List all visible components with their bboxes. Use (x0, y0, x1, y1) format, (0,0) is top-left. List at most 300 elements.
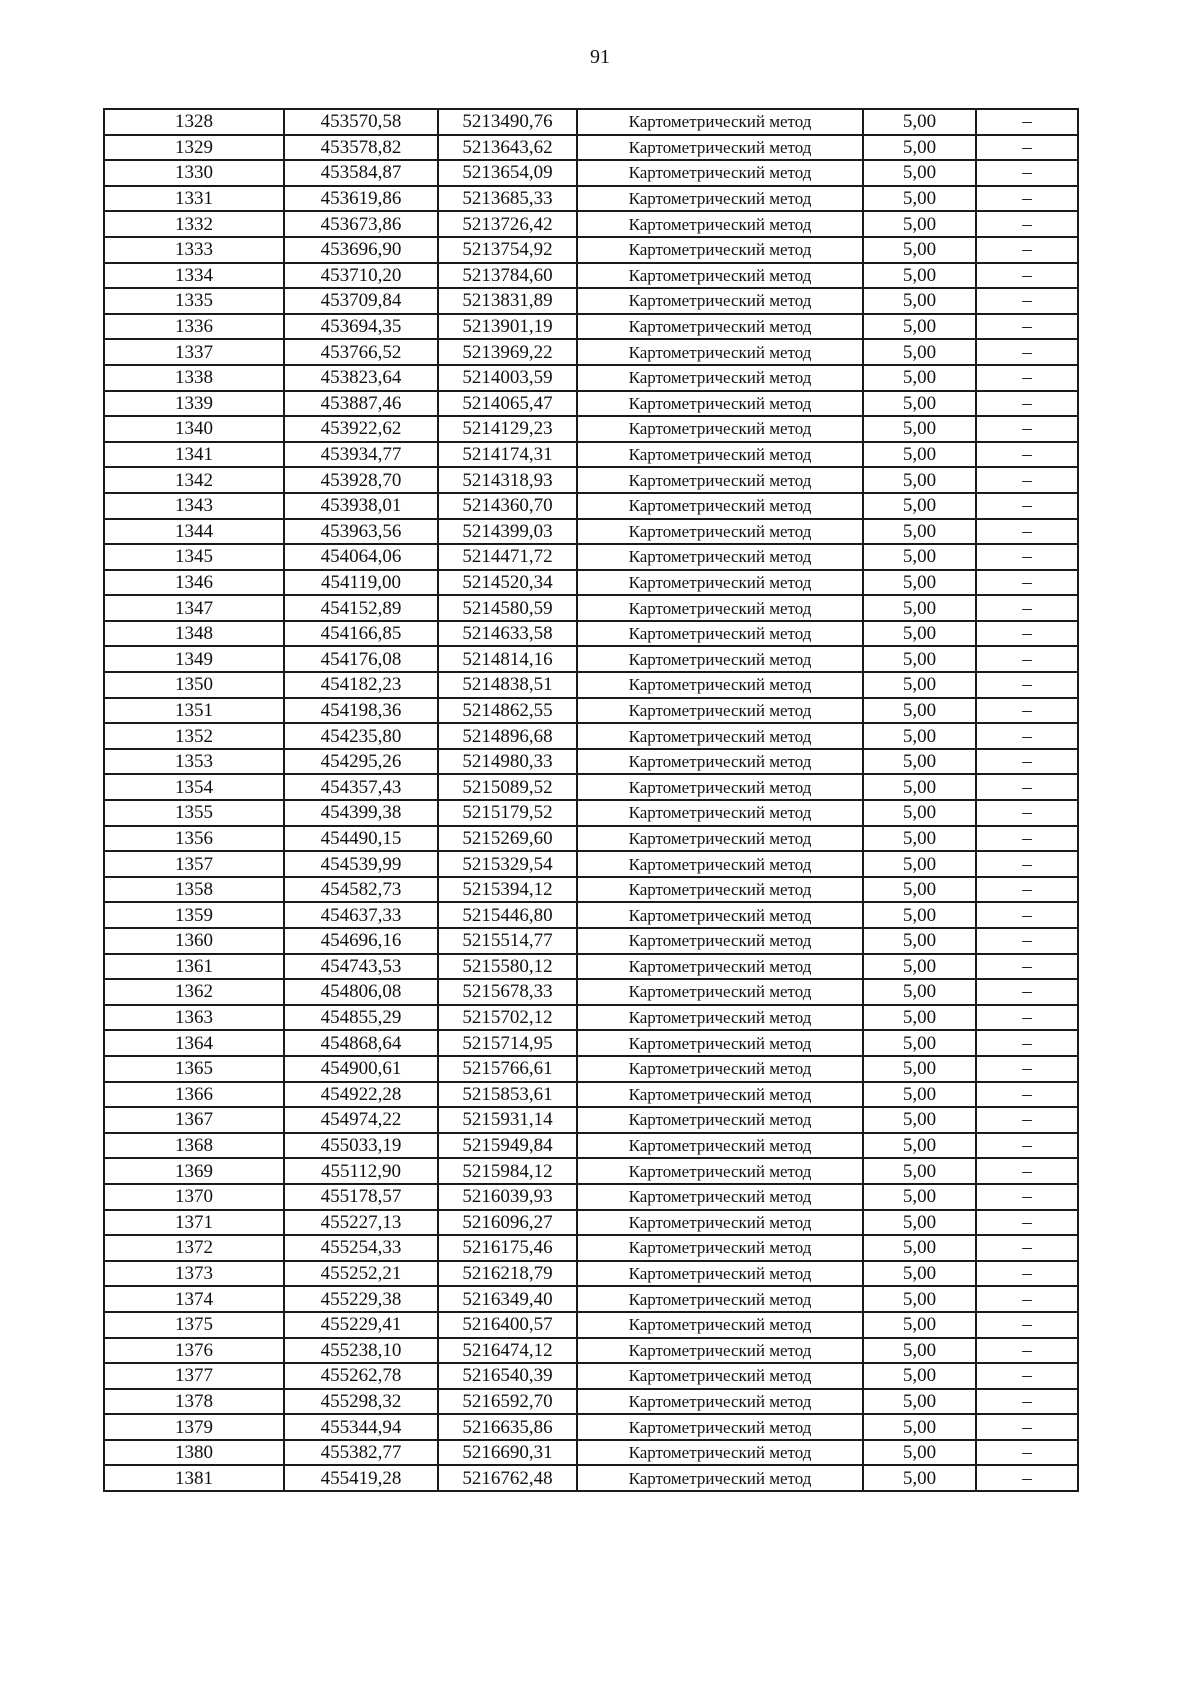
point-number-cell: 1347 (104, 595, 284, 621)
point-number-cell: 1340 (104, 416, 284, 442)
formula-cell: – (976, 391, 1078, 417)
point-number-cell: 1335 (104, 288, 284, 314)
table-row (104, 1133, 1078, 1159)
point-number-cell: 1355 (104, 800, 284, 826)
accuracy-cell: 5,00 (863, 416, 976, 442)
y-coordinate-cell: 5214360,70 (438, 493, 577, 519)
formula-cell: – (976, 160, 1078, 186)
x-coordinate-cell: 455112,90 (284, 1158, 438, 1184)
x-coordinate-cell: 454696,16 (284, 928, 438, 954)
table-row (104, 135, 1078, 161)
point-number-cell: 1376 (104, 1338, 284, 1364)
y-coordinate-cell: 5215394,12 (438, 877, 577, 903)
table-row (104, 544, 1078, 570)
point-number-cell: 1381 (104, 1465, 284, 1491)
point-number-cell: 1328 (104, 109, 284, 135)
method-cell: Картометрический метод (577, 135, 863, 161)
accuracy-cell: 5,00 (863, 544, 976, 570)
formula-cell: – (976, 416, 1078, 442)
formula-cell: – (976, 1030, 1078, 1056)
formula-cell: – (976, 1107, 1078, 1133)
y-coordinate-cell: 5216592,70 (438, 1389, 577, 1415)
method-cell: Картометрический метод (577, 237, 863, 263)
point-number-cell: 1352 (104, 723, 284, 749)
formula-cell: – (976, 749, 1078, 775)
formula-cell: – (976, 1312, 1078, 1338)
point-number-cell: 1341 (104, 442, 284, 468)
x-coordinate-cell: 454582,73 (284, 877, 438, 903)
point-number-cell: 1339 (104, 391, 284, 417)
method-cell: Картометрический метод (577, 1414, 863, 1440)
method-cell: Картометрический метод (577, 1005, 863, 1031)
accuracy-cell: 5,00 (863, 237, 976, 263)
table-row (104, 1158, 1078, 1184)
x-coordinate-cell: 453938,01 (284, 493, 438, 519)
formula-cell: – (976, 570, 1078, 596)
x-coordinate-cell: 455344,94 (284, 1414, 438, 1440)
accuracy-cell: 5,00 (863, 365, 976, 391)
point-number-cell: 1362 (104, 979, 284, 1005)
formula-cell: – (976, 774, 1078, 800)
y-coordinate-cell: 5215446,80 (438, 902, 577, 928)
accuracy-cell: 5,00 (863, 749, 976, 775)
method-cell: Картометрический метод (577, 1338, 863, 1364)
accuracy-cell: 5,00 (863, 1312, 976, 1338)
formula-cell: – (976, 1338, 1078, 1364)
accuracy-cell: 5,00 (863, 288, 976, 314)
method-cell: Картометрический метод (577, 519, 863, 545)
y-coordinate-cell: 5215931,14 (438, 1107, 577, 1133)
formula-cell: – (976, 672, 1078, 698)
table-row (104, 391, 1078, 417)
point-number-cell: 1370 (104, 1184, 284, 1210)
table-row (104, 1056, 1078, 1082)
x-coordinate-cell: 454176,08 (284, 646, 438, 672)
point-number-cell: 1372 (104, 1235, 284, 1261)
method-cell: Картометрический метод (577, 467, 863, 493)
table-row (104, 467, 1078, 493)
method-cell: Картометрический метод (577, 1440, 863, 1466)
x-coordinate-cell: 454357,43 (284, 774, 438, 800)
formula-cell: – (976, 723, 1078, 749)
x-coordinate-cell: 455254,33 (284, 1235, 438, 1261)
coordinates-table (103, 108, 1079, 1492)
y-coordinate-cell: 5216635,86 (438, 1414, 577, 1440)
table-row (104, 954, 1078, 980)
method-cell: Картометрический метод (577, 646, 863, 672)
x-coordinate-cell: 454152,89 (284, 595, 438, 621)
formula-cell: – (976, 800, 1078, 826)
y-coordinate-cell: 5215514,77 (438, 928, 577, 954)
formula-cell: – (976, 544, 1078, 570)
formula-cell: – (976, 1005, 1078, 1031)
x-coordinate-cell: 453766,52 (284, 339, 438, 365)
y-coordinate-cell: 5214814,16 (438, 646, 577, 672)
point-number-cell: 1375 (104, 1312, 284, 1338)
x-coordinate-cell: 453928,70 (284, 467, 438, 493)
method-cell: Картометрический метод (577, 211, 863, 237)
accuracy-cell: 5,00 (863, 1286, 976, 1312)
method-cell: Картометрический метод (577, 160, 863, 186)
method-cell: Картометрический метод (577, 365, 863, 391)
method-cell: Картометрический метод (577, 1465, 863, 1491)
table-row (104, 1082, 1078, 1108)
formula-cell: – (976, 698, 1078, 724)
table-row (104, 902, 1078, 928)
table-row (104, 109, 1078, 135)
accuracy-cell: 5,00 (863, 928, 976, 954)
point-number-cell: 1353 (104, 749, 284, 775)
accuracy-cell: 5,00 (863, 1030, 976, 1056)
formula-cell: – (976, 135, 1078, 161)
formula-cell: – (976, 1261, 1078, 1287)
table-row (104, 493, 1078, 519)
y-coordinate-cell: 5214174,31 (438, 442, 577, 468)
page-number: 91 (590, 46, 610, 68)
point-number-cell: 1344 (104, 519, 284, 545)
y-coordinate-cell: 5216762,48 (438, 1465, 577, 1491)
accuracy-cell: 5,00 (863, 1414, 976, 1440)
x-coordinate-cell: 453694,35 (284, 314, 438, 340)
method-cell: Картометрический метод (577, 621, 863, 647)
x-coordinate-cell: 454974,22 (284, 1107, 438, 1133)
method-cell: Картометрический метод (577, 954, 863, 980)
x-coordinate-cell: 455419,28 (284, 1465, 438, 1491)
y-coordinate-cell: 5216096,27 (438, 1210, 577, 1236)
y-coordinate-cell: 5213685,33 (438, 186, 577, 212)
accuracy-cell: 5,00 (863, 160, 976, 186)
table-row (104, 877, 1078, 903)
formula-cell: – (976, 826, 1078, 852)
accuracy-cell: 5,00 (863, 774, 976, 800)
accuracy-cell: 5,00 (863, 314, 976, 340)
formula-cell: – (976, 288, 1078, 314)
point-number-cell: 1333 (104, 237, 284, 263)
point-number-cell: 1360 (104, 928, 284, 954)
y-coordinate-cell: 5214520,34 (438, 570, 577, 596)
y-coordinate-cell: 5215678,33 (438, 979, 577, 1005)
method-cell: Картометрический метод (577, 902, 863, 928)
y-coordinate-cell: 5215179,52 (438, 800, 577, 826)
table-row (104, 263, 1078, 289)
table-row (104, 1030, 1078, 1056)
point-number-cell: 1348 (104, 621, 284, 647)
formula-cell: – (976, 1158, 1078, 1184)
method-cell: Картометрический метод (577, 1286, 863, 1312)
table-row (104, 314, 1078, 340)
y-coordinate-cell: 5216218,79 (438, 1261, 577, 1287)
y-coordinate-cell: 5214838,51 (438, 672, 577, 698)
method-cell: Картометрический метод (577, 1210, 863, 1236)
accuracy-cell: 5,00 (863, 1465, 976, 1491)
table-row (104, 211, 1078, 237)
table-row (104, 621, 1078, 647)
formula-cell: – (976, 1440, 1078, 1466)
method-cell: Картометрический метод (577, 1030, 863, 1056)
method-cell: Картометрический метод (577, 851, 863, 877)
accuracy-cell: 5,00 (863, 1082, 976, 1108)
accuracy-cell: 5,00 (863, 954, 976, 980)
y-coordinate-cell: 5216400,57 (438, 1312, 577, 1338)
accuracy-cell: 5,00 (863, 211, 976, 237)
x-coordinate-cell: 453619,86 (284, 186, 438, 212)
y-coordinate-cell: 5216349,40 (438, 1286, 577, 1312)
x-coordinate-cell: 454235,80 (284, 723, 438, 749)
x-coordinate-cell: 453887,46 (284, 391, 438, 417)
accuracy-cell: 5,00 (863, 519, 976, 545)
formula-cell: – (976, 314, 1078, 340)
method-cell: Картометрический метод (577, 263, 863, 289)
table-row (104, 698, 1078, 724)
formula-cell: – (976, 928, 1078, 954)
x-coordinate-cell: 454166,85 (284, 621, 438, 647)
method-cell: Картометрический метод (577, 877, 863, 903)
accuracy-cell: 5,00 (863, 339, 976, 365)
point-number-cell: 1377 (104, 1363, 284, 1389)
y-coordinate-cell: 5214471,72 (438, 544, 577, 570)
accuracy-cell: 5,00 (863, 1158, 976, 1184)
method-cell: Картометрический метод (577, 698, 863, 724)
table-row (104, 826, 1078, 852)
accuracy-cell: 5,00 (863, 1235, 976, 1261)
point-number-cell: 1378 (104, 1389, 284, 1415)
y-coordinate-cell: 5213784,60 (438, 263, 577, 289)
table-row (104, 1286, 1078, 1312)
accuracy-cell: 5,00 (863, 467, 976, 493)
point-number-cell: 1346 (104, 570, 284, 596)
method-cell: Картометрический метод (577, 339, 863, 365)
x-coordinate-cell: 453696,90 (284, 237, 438, 263)
formula-cell: – (976, 1133, 1078, 1159)
point-number-cell: 1351 (104, 698, 284, 724)
y-coordinate-cell: 5215089,52 (438, 774, 577, 800)
formula-cell: – (976, 211, 1078, 237)
point-number-cell: 1356 (104, 826, 284, 852)
x-coordinate-cell: 454922,28 (284, 1082, 438, 1108)
table-row (104, 339, 1078, 365)
accuracy-cell: 5,00 (863, 1005, 976, 1031)
method-cell: Картометрический метод (577, 442, 863, 468)
table-row (104, 1107, 1078, 1133)
table-row (104, 646, 1078, 672)
accuracy-cell: 5,00 (863, 723, 976, 749)
method-cell: Картометрический метод (577, 1133, 863, 1159)
point-number-cell: 1379 (104, 1414, 284, 1440)
table-body (104, 109, 1078, 1491)
x-coordinate-cell: 454399,38 (284, 800, 438, 826)
method-cell: Картометрический метод (577, 570, 863, 596)
table-row (104, 595, 1078, 621)
y-coordinate-cell: 5216474,12 (438, 1338, 577, 1364)
point-number-cell: 1332 (104, 211, 284, 237)
method-cell: Картометрический метод (577, 1312, 863, 1338)
x-coordinate-cell: 454119,00 (284, 570, 438, 596)
x-coordinate-cell: 454743,53 (284, 954, 438, 980)
y-coordinate-cell: 5215766,61 (438, 1056, 577, 1082)
accuracy-cell: 5,00 (863, 646, 976, 672)
method-cell: Картометрический метод (577, 186, 863, 212)
formula-cell: – (976, 263, 1078, 289)
y-coordinate-cell: 5215949,84 (438, 1133, 577, 1159)
method-cell: Картометрический метод (577, 1158, 863, 1184)
table-row (104, 365, 1078, 391)
accuracy-cell: 5,00 (863, 672, 976, 698)
x-coordinate-cell: 455229,38 (284, 1286, 438, 1312)
point-number-cell: 1336 (104, 314, 284, 340)
accuracy-cell: 5,00 (863, 698, 976, 724)
method-cell: Картометрический метод (577, 928, 863, 954)
y-coordinate-cell: 5213969,22 (438, 339, 577, 365)
method-cell: Картометрический метод (577, 391, 863, 417)
accuracy-cell: 5,00 (863, 1184, 976, 1210)
formula-cell: – (976, 519, 1078, 545)
formula-cell: – (976, 109, 1078, 135)
formula-cell: – (976, 442, 1078, 468)
x-coordinate-cell: 455298,32 (284, 1389, 438, 1415)
accuracy-cell: 5,00 (863, 1133, 976, 1159)
point-number-cell: 1357 (104, 851, 284, 877)
point-number-cell: 1337 (104, 339, 284, 365)
y-coordinate-cell: 5215984,12 (438, 1158, 577, 1184)
method-cell: Картометрический метод (577, 826, 863, 852)
x-coordinate-cell: 455382,77 (284, 1440, 438, 1466)
y-coordinate-cell: 5213831,89 (438, 288, 577, 314)
x-coordinate-cell: 455227,13 (284, 1210, 438, 1236)
table-row (104, 570, 1078, 596)
accuracy-cell: 5,00 (863, 186, 976, 212)
y-coordinate-cell: 5214980,33 (438, 749, 577, 775)
point-number-cell: 1374 (104, 1286, 284, 1312)
x-coordinate-cell: 454539,99 (284, 851, 438, 877)
table-row (104, 519, 1078, 545)
formula-cell: – (976, 954, 1078, 980)
formula-cell: – (976, 365, 1078, 391)
table-row (104, 160, 1078, 186)
table-row (104, 928, 1078, 954)
x-coordinate-cell: 454198,36 (284, 698, 438, 724)
point-number-cell: 1368 (104, 1133, 284, 1159)
accuracy-cell: 5,00 (863, 1338, 976, 1364)
y-coordinate-cell: 5213643,62 (438, 135, 577, 161)
formula-cell: – (976, 1235, 1078, 1261)
accuracy-cell: 5,00 (863, 570, 976, 596)
x-coordinate-cell: 454490,15 (284, 826, 438, 852)
table-row (104, 672, 1078, 698)
y-coordinate-cell: 5214318,93 (438, 467, 577, 493)
method-cell: Картометрический метод (577, 314, 863, 340)
y-coordinate-cell: 5215702,12 (438, 1005, 577, 1031)
point-number-cell: 1331 (104, 186, 284, 212)
accuracy-cell: 5,00 (863, 1261, 976, 1287)
x-coordinate-cell: 454295,26 (284, 749, 438, 775)
table-row (104, 1389, 1078, 1415)
method-cell: Картометрический метод (577, 1107, 863, 1133)
formula-cell: – (976, 877, 1078, 903)
table-row (104, 774, 1078, 800)
accuracy-cell: 5,00 (863, 493, 976, 519)
formula-cell: – (976, 339, 1078, 365)
table-row (104, 1414, 1078, 1440)
formula-cell: – (976, 1414, 1078, 1440)
point-number-cell: 1380 (104, 1440, 284, 1466)
accuracy-cell: 5,00 (863, 135, 976, 161)
table-row (104, 1184, 1078, 1210)
point-number-cell: 1350 (104, 672, 284, 698)
table-row (104, 1312, 1078, 1338)
y-coordinate-cell: 5215580,12 (438, 954, 577, 980)
formula-cell: – (976, 1184, 1078, 1210)
y-coordinate-cell: 5214003,59 (438, 365, 577, 391)
formula-cell: – (976, 621, 1078, 647)
method-cell: Картометрический метод (577, 723, 863, 749)
point-number-cell: 1342 (104, 467, 284, 493)
table-row (104, 1235, 1078, 1261)
accuracy-cell: 5,00 (863, 1363, 976, 1389)
table-row (104, 1338, 1078, 1364)
method-cell: Картометрический метод (577, 1363, 863, 1389)
x-coordinate-cell: 454855,29 (284, 1005, 438, 1031)
formula-cell: – (976, 1363, 1078, 1389)
y-coordinate-cell: 5215853,61 (438, 1082, 577, 1108)
accuracy-cell: 5,00 (863, 1056, 976, 1082)
formula-cell: – (976, 902, 1078, 928)
x-coordinate-cell: 455238,10 (284, 1338, 438, 1364)
point-number-cell: 1354 (104, 774, 284, 800)
point-number-cell: 1367 (104, 1107, 284, 1133)
point-number-cell: 1345 (104, 544, 284, 570)
method-cell: Картометрический метод (577, 672, 863, 698)
accuracy-cell: 5,00 (863, 621, 976, 647)
method-cell: Картометрический метод (577, 1082, 863, 1108)
accuracy-cell: 5,00 (863, 391, 976, 417)
formula-cell: – (976, 237, 1078, 263)
x-coordinate-cell: 454182,23 (284, 672, 438, 698)
accuracy-cell: 5,00 (863, 1440, 976, 1466)
formula-cell: – (976, 186, 1078, 212)
x-coordinate-cell: 453673,86 (284, 211, 438, 237)
formula-cell: – (976, 646, 1078, 672)
formula-cell: – (976, 979, 1078, 1005)
point-number-cell: 1334 (104, 263, 284, 289)
x-coordinate-cell: 455178,57 (284, 1184, 438, 1210)
accuracy-cell: 5,00 (863, 442, 976, 468)
point-number-cell: 1364 (104, 1030, 284, 1056)
point-number-cell: 1366 (104, 1082, 284, 1108)
table-row (104, 1440, 1078, 1466)
point-number-cell: 1371 (104, 1210, 284, 1236)
x-coordinate-cell: 454868,64 (284, 1030, 438, 1056)
method-cell: Картометрический метод (577, 544, 863, 570)
x-coordinate-cell: 453570,58 (284, 109, 438, 135)
formula-cell: – (976, 1056, 1078, 1082)
accuracy-cell: 5,00 (863, 1107, 976, 1133)
point-number-cell: 1338 (104, 365, 284, 391)
accuracy-cell: 5,00 (863, 800, 976, 826)
formula-cell: – (976, 1082, 1078, 1108)
table-row (104, 237, 1078, 263)
table-row (104, 851, 1078, 877)
method-cell: Картометрический метод (577, 109, 863, 135)
point-number-cell: 1361 (104, 954, 284, 980)
accuracy-cell: 5,00 (863, 1389, 976, 1415)
accuracy-cell: 5,00 (863, 595, 976, 621)
y-coordinate-cell: 5213654,09 (438, 160, 577, 186)
table-row (104, 800, 1078, 826)
x-coordinate-cell: 454064,06 (284, 544, 438, 570)
table-row (104, 1210, 1078, 1236)
x-coordinate-cell: 453709,84 (284, 288, 438, 314)
table-row (104, 186, 1078, 212)
